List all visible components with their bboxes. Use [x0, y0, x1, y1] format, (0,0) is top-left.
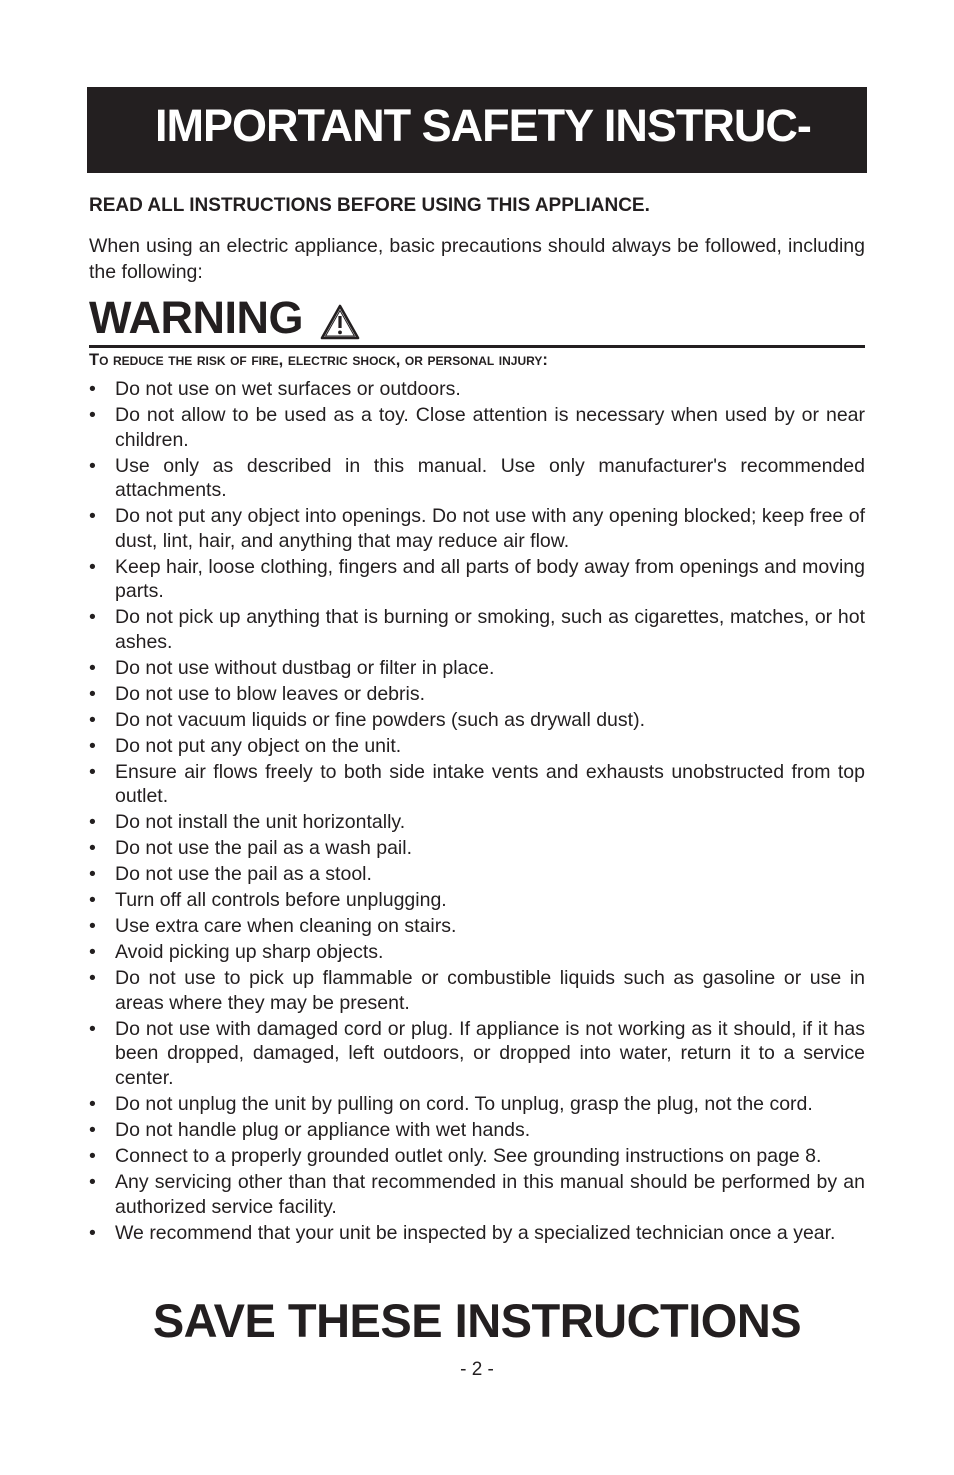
list-item — [89, 1017, 865, 1091]
list-item-text: Do not vacuum liquids or fine powders (such as drywall dust). — [115, 708, 645, 731]
bullet-icon: • — [89, 454, 96, 477]
list-item-text: Do not allow to be used as a toy. Close attention is necessary when used by or near children. — [115, 403, 865, 451]
bullet-icon: • — [89, 837, 96, 860]
list-item — [89, 504, 865, 553]
list-item-text: Do not unplug the unit by pulling on cord. To unplug, grasp the plug, not the cord. — [115, 1093, 813, 1116]
warning-title: WARNING — [89, 292, 303, 343]
bullet-icon: • — [89, 734, 96, 757]
bullet-icon: • — [89, 555, 96, 578]
bullet-icon: • — [89, 1119, 96, 1142]
list-item — [89, 454, 865, 503]
list-item — [89, 1144, 865, 1169]
list-item-text: Do not use to blow leaves or debris. — [115, 682, 426, 705]
bullet-icon: • — [89, 941, 96, 964]
list-item — [89, 1092, 865, 1117]
bullet-icon: • — [89, 656, 96, 679]
read-all-instructions-heading: READ ALL INSTRUCTIONS BEFORE USING THIS APPLIANCE. — [89, 195, 650, 216]
bullet-icon: • — [89, 811, 96, 834]
bullet-icon: • — [89, 403, 96, 426]
list-item-text: Keep hair, loose clothing, fingers and all parts of body away from openings and moving parts. — [115, 555, 865, 603]
list-item-text: Do not use the pail as a stool. — [115, 863, 372, 886]
bullet-icon: • — [89, 967, 96, 990]
list-item — [89, 1221, 865, 1246]
list-item — [89, 914, 865, 939]
list-item-text: Do not install the unit horizontally. — [115, 811, 406, 834]
list-item-text: Do not use with damaged cord or plug. If appliance is not working as it should, if it has been dropped, damaged, left outdoors, or dropped into water, return it to a service center. — [115, 1017, 865, 1090]
list-item — [89, 836, 865, 861]
list-item — [89, 708, 865, 733]
list-item — [89, 656, 865, 681]
bullet-icon: • — [89, 378, 96, 400]
list-item-text: Do not use without dustbag or filter in place. — [115, 656, 495, 679]
bullet-icon: • — [89, 1017, 96, 1040]
intro-paragraph: When using an electric appliance, basic precautions should always be followed, including the following: — [89, 235, 865, 283]
bullet-icon: • — [89, 505, 96, 528]
bullet-icon: • — [89, 1221, 96, 1244]
list-item — [89, 940, 865, 965]
list-item — [89, 810, 865, 835]
list-item-text: Avoid picking up sharp objects. — [115, 941, 384, 964]
list-item-text: Ensure air flows freely to both side intake vents and exhausts unobstructed from top outlet. — [115, 760, 865, 808]
bullet-icon: • — [89, 863, 96, 886]
list-item-text: Do not use the pail as a wash pail. — [115, 837, 413, 860]
list-item-text: Do not use on wet surfaces or outdoors. — [115, 378, 461, 400]
page-number: - 2 - — [460, 1359, 494, 1380]
safety-instruction-list — [89, 377, 865, 1247]
list-item-text: Connect to a properly grounded outlet only. See grounding instructions on page 8. — [115, 1145, 822, 1168]
bullet-icon: • — [89, 915, 96, 938]
list-item — [89, 1118, 865, 1143]
bullet-icon: • — [89, 1171, 96, 1193]
list-item — [89, 862, 865, 887]
list-item — [89, 682, 865, 707]
list-item-text: Use only as described in this manual. Use only manufacturer's recommended attachments. — [115, 454, 865, 502]
list-item-text: We recommend that your unit be inspected by a specialized technician once a year. — [115, 1221, 836, 1244]
list-item-text: Do not handle plug or appliance with wet hands. — [115, 1119, 531, 1142]
list-item — [89, 377, 865, 402]
bullet-icon: • — [89, 760, 96, 783]
list-item-text: Do not put any object into openings. Do not use with any opening blocked; keep free of dust, lint, hair, and anything that may reduce air flow. — [115, 505, 865, 552]
bullet-icon: • — [89, 682, 96, 705]
save-instructions-title: SAVE THESE INSTRUCTIONS — [152, 1294, 802, 1347]
list-item — [89, 966, 865, 1015]
risk-statement: To reduce the risk of fire, electric shock, or personal injury: — [89, 351, 548, 369]
bullet-icon: • — [89, 606, 96, 629]
list-item — [89, 1170, 865, 1219]
bullet-icon: • — [89, 889, 96, 912]
page-title: IMPORTANT SAFETY INSTRUC- — [155, 100, 811, 151]
warning-triangle-icon — [320, 304, 360, 340]
title-banner — [87, 87, 867, 173]
list-item-text: Do not put any object on the unit. — [115, 734, 402, 757]
warning-heading-block — [89, 292, 865, 348]
bullet-icon: • — [89, 1093, 96, 1116]
list-item — [89, 888, 865, 913]
list-item — [89, 555, 865, 604]
list-item-text: Do not use to pick up flammable or combustible liquids such as gasoline or use in areas where they may be present. — [115, 967, 865, 1014]
bullet-icon: • — [89, 708, 96, 731]
list-item — [89, 734, 865, 759]
bullet-icon: • — [89, 1145, 96, 1168]
list-item-text: Use extra care when cleaning on stairs. — [115, 915, 457, 938]
list-item — [89, 760, 865, 809]
list-item-text: Do not pick up anything that is burning or smoking, such as cigarettes, matches, or hot ashes. — [115, 606, 865, 653]
list-item — [89, 403, 865, 452]
list-item — [89, 605, 865, 654]
list-item-text: Any servicing other than that recommended in this manual should be performed by an authorized service facility. — [115, 1171, 865, 1218]
list-item-text: Turn off all controls before unplugging. — [115, 889, 447, 912]
